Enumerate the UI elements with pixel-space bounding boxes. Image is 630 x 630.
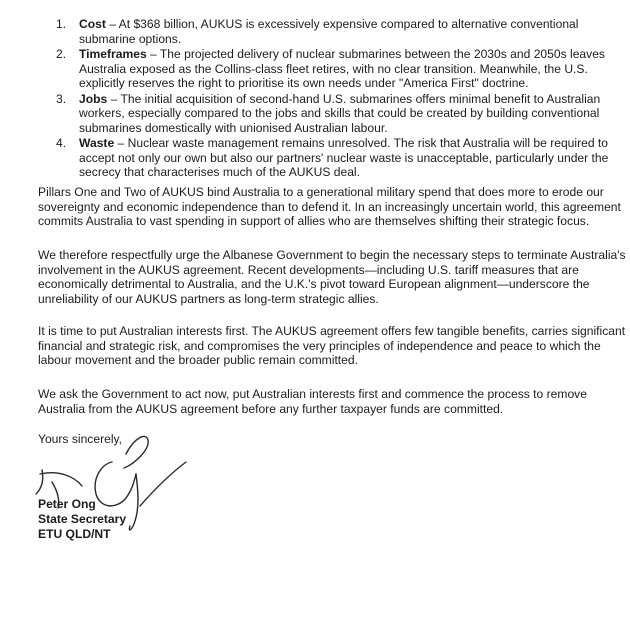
signatory-name: Peter Ong [38,497,96,511]
concerns-list [56,17,616,181]
closing-salutation: Yours sincerely, [38,432,123,446]
paragraph-pillars: Pillars One and Two of AUKUS bind Australia to a generational military spend that does more to erode our sovereignty and economic independence than to defend it. In an increasingly uncertain world, this agreement commits Australia to vast spending in support of allies who are themselves shifting their strategic focus. [38,185,621,228]
signatory-title: State Secretary [38,512,127,526]
list-text: – The initial acquisition of second-hand U.S. submarines offers minimal benefit to Australian workers, especially compared to the jobs and skills that could be created by building conventional submarines domestically with unionised Australian labour. [79,91,601,135]
list-text: – At $368 billion, AUKUS is excessively expensive compared to alternative conventional submarine options. [79,17,579,46]
list-term: Jobs [79,91,108,106]
list-number: 3. [56,91,67,106]
signature-block [38,497,126,542]
paragraph-urge-termination: We therefore respectfully urge the Albanese Government to begin the necessary steps to terminate Australia's involvement in the AUKUS agreement. Recent developments—including U.S. tariff measures that are economically detrimental to Australia, and the U.K.'s pivot toward European alignment—underscore the unreliability of our AUKUS partners as long-term strategic allies. [38,248,626,306]
list-term: Timeframes [79,47,147,61]
list-item [56,92,616,136]
list-item [56,47,616,91]
list-text: – The projected delivery of nuclear submarines between the 2030s and 2050s leaves Australia exposed as the Collins-class fleet retires, with no clear transition. Meanwhile, the U.S. explicitly reserves the right to prioritise its own needs under "America First" doctrine. [79,47,605,90]
list-text: – Nuclear waste management remains unresolved. The risk that Australia will be required to accept not only our own but also our partners' nuclear waste is unacceptable, particularly under the secrecy that characterises much of the AUKUS deal. [79,136,609,179]
list-item [56,17,616,46]
signatory-organisation: ETU QLD/NT [38,527,111,541]
list-number: 2. [56,47,67,61]
list-number: 1. [56,17,67,31]
list-term: Waste [79,136,115,150]
list-number: 4. [56,136,67,150]
paragraph-call-to-action: We ask the Government to act now, put Australian interests first and commence the process to remove Australia from the AUKUS agreement before any further taxpayer funds are committed. [38,387,587,416]
paragraph-interests-first: It is time to put Australian interests first. The AUKUS agreement offers few tangible benefits, carries significant financial and strategic risk, and compromises the very principles of independence and peace to which the labour movement and the broader public remain committed. [38,324,626,367]
list-item [56,136,616,180]
list-term: Cost [79,17,106,31]
